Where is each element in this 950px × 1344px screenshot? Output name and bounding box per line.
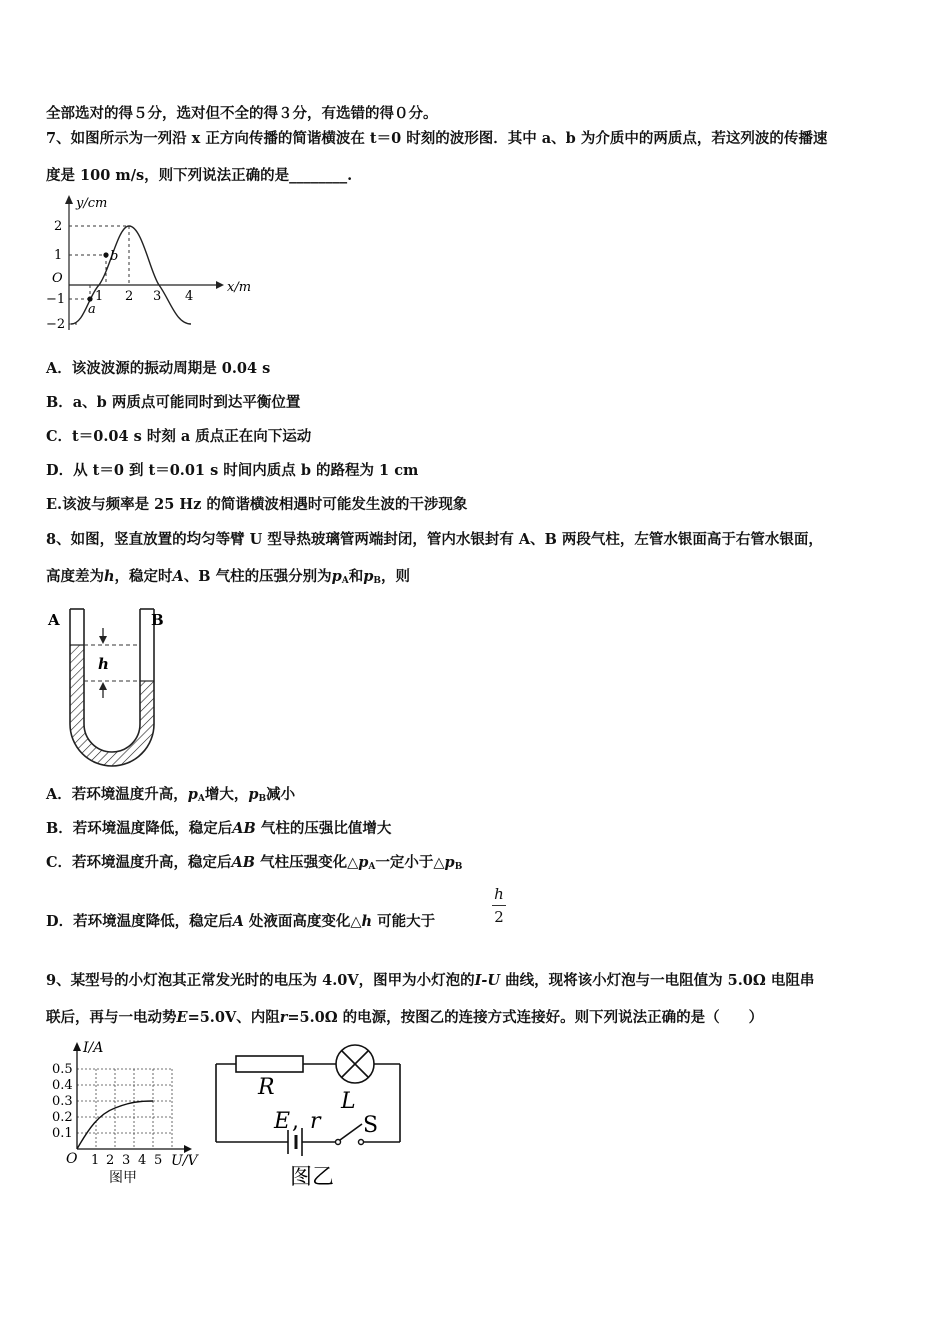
caption-yi: 图乙 — [290, 1165, 335, 1190]
q7-option-d: D．从 t＝0 到 t＝0.01 s 时间内质点 b 的路程为 1 cm — [46, 462, 419, 479]
i-tick-03: 0.3 — [52, 1094, 73, 1109]
h-arrowhead-bottom — [99, 682, 107, 690]
x-tick-3: 3 — [153, 289, 162, 304]
grid — [77, 1069, 172, 1149]
point-a — [87, 296, 92, 301]
u-tick-1: 1 — [91, 1153, 100, 1168]
q8-stem-line2: 高度差为h，稳定时A、B 气柱的压强分别为$p_A$和$p_B$，则 — [46, 568, 410, 586]
label-A: A — [48, 611, 60, 629]
u-tick-5: 5 — [154, 1153, 163, 1168]
x-tick-4: 4 — [185, 289, 194, 304]
q9-stem-line1: 9、某型号的小灯泡其正常发光时的电压为 4.0V，图甲为小灯泡的I-U 曲线，现将该小灯泡与一电阻值为 5.0Ω 电阻串 — [46, 972, 815, 989]
y-tick-m1: −1 — [46, 292, 66, 307]
q7-stem-line2: 度是 100 m/s，则下列说法正确的是________. — [46, 167, 353, 184]
x-axis-label: x/m — [227, 280, 252, 295]
label-B: B — [151, 611, 164, 629]
q9-iu-graph — [44, 1036, 209, 1192]
scoring-rule: 全部选对的得５分，选对但不全的得３分，有选错的得０分。 — [46, 105, 438, 122]
y-tick-2: 2 — [54, 219, 63, 234]
q8-option-a: A．若环境温度升高，$p_A$增大，$p_B$减小 — [46, 786, 296, 804]
q8-option-c: C．若环境温度升高，稳定后AB 气柱压强变化$\triangle p_A$一定小于$\triangle p_B$ — [46, 854, 463, 872]
q8-option-b: B．若环境温度降低，稳定后AB 气柱的压强比值增大 — [46, 820, 392, 837]
i-tick-01: 0.1 — [52, 1126, 73, 1141]
label-b: b — [110, 249, 119, 264]
origin-label: O — [52, 271, 63, 286]
y-tick-1: 1 — [54, 248, 63, 263]
label-comma: , — [292, 1109, 299, 1134]
y-axis-label: y/cm — [76, 196, 108, 211]
x-tick-1: 1 — [95, 289, 104, 304]
q8-u-tube-figure — [44, 604, 174, 772]
q9-stem-line2: 联后，再与一电动势E=5.0V、内阻r=5.0Ω 的电源，按图乙的连接方式连接好。则下列说法正确的是（ ） — [46, 1009, 764, 1026]
resistor — [236, 1056, 303, 1072]
u-tick-4: 4 — [138, 1153, 147, 1168]
origin-label: O — [66, 1151, 78, 1167]
i-tick-02: 0.2 — [52, 1110, 73, 1125]
i-axis-label: I/A — [83, 1040, 104, 1056]
q7-stem-line1: 7、如图所示为一列沿 x 正方向传播的简谐横波在 t＝0 时刻的波形图．其中 a、b 为介质中的两质点，若这列波的传播速 — [46, 130, 828, 147]
fraction-h-over-2: h 2 — [492, 885, 506, 926]
u-axis-label: U/V — [171, 1153, 198, 1169]
q7-option-c: C．t＝0.04 s 时刻 a 质点正在向下运动 — [46, 428, 312, 445]
q7-option-b: B．a、b 两质点可能同时到达平衡位置 — [46, 394, 301, 411]
i-axis-arrow — [73, 1042, 81, 1051]
i-tick-04: 0.4 — [52, 1078, 73, 1093]
label-L: L — [341, 1089, 356, 1114]
y-tick-m2: −2 — [46, 317, 66, 332]
u-tick-2: 2 — [106, 1153, 115, 1168]
label-R: R — [258, 1075, 275, 1100]
mercury-column — [70, 645, 154, 766]
q7-wave-graph — [44, 192, 252, 332]
label-E: E — [274, 1109, 291, 1134]
switch-contact-left — [336, 1140, 341, 1145]
label-S: S — [363, 1113, 379, 1138]
y-axis-arrow — [65, 195, 73, 204]
label-h: h — [98, 655, 109, 673]
switch-blade — [340, 1124, 362, 1140]
h-arrowhead-top — [99, 636, 107, 644]
point-b — [103, 252, 108, 257]
u-tick-3: 3 — [122, 1153, 131, 1168]
switch-contact-right — [359, 1140, 364, 1145]
x-axis-arrow — [216, 281, 224, 289]
label-a: a — [88, 302, 96, 317]
q7-option-e: E.该波与频率是 25 Hz 的简谐横波相遇时可能发生波的干涉现象 — [46, 496, 468, 513]
label-r: r — [310, 1109, 321, 1134]
q7-option-a: A．该波波源的振动周期是 0.04 s — [46, 360, 271, 377]
x-tick-2: 2 — [125, 289, 134, 304]
i-tick-05: 0.5 — [52, 1062, 73, 1077]
u-axis-arrow — [184, 1145, 192, 1153]
q8-stem-line1: 8、如图，竖直放置的均匀等臂 U 型导热玻璃管两端封闭，管内水银封有 A、B 两段气柱，左管水银面高于右管水银面， — [46, 531, 823, 548]
caption-jia: 图甲 — [109, 1170, 137, 1186]
q9-circuit-diagram — [208, 1038, 418, 1194]
q8-option-d: D．若环境温度降低，稳定后A 处液面高度变化△h 可能大于 — [46, 913, 436, 930]
